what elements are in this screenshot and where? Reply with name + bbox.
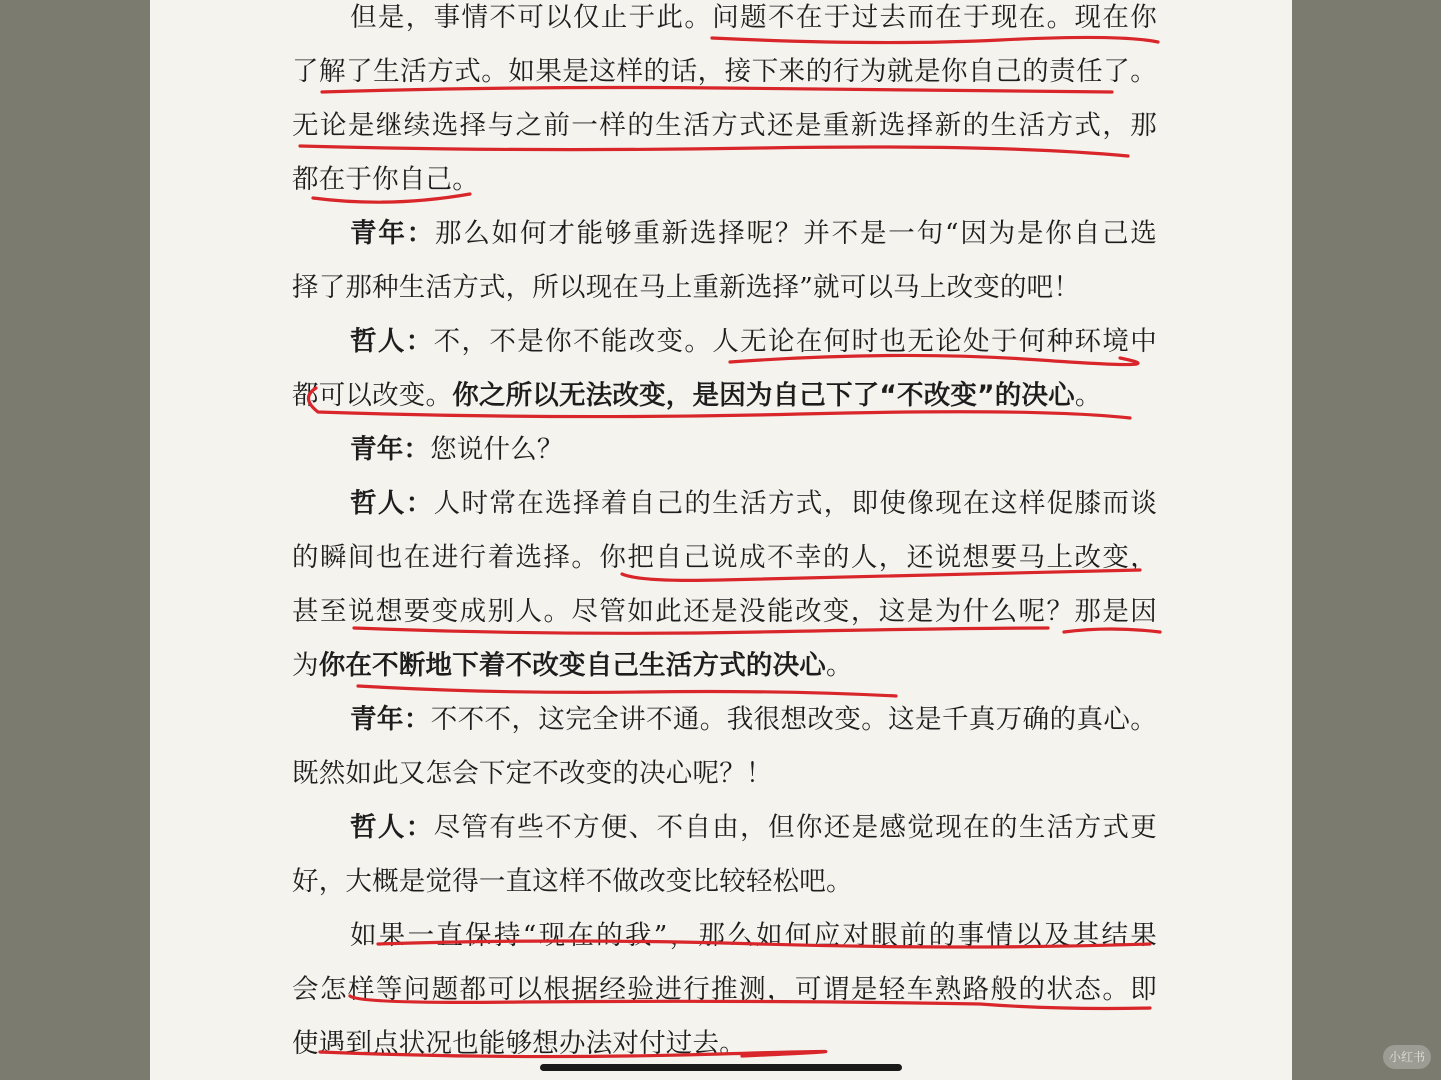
emphasis-text: 你之所以无法改变，是因为自己下了“不改变”的决心 (452, 380, 1075, 411)
text-line: 哲人：不，不是你不能改变。人无论在何时也无论处于何种环境中 (350, 326, 1157, 357)
text-line: 既然如此又怎会下定不改变的决心呢？！ (292, 758, 773, 789)
text-line: 为你在不断地下着不改变自己生活方式的决心。 (292, 650, 853, 681)
text-line: 但是，事情不可以仅止于此。问题不在于过去而在于现在。现在你 (350, 2, 1157, 33)
watermark-logo: 小红书 (1383, 1045, 1431, 1069)
text-line: 青年：那么如何才能够重新选择呢？并不是一句“因为是你自己选 (350, 218, 1157, 249)
text-line: 了解了生活方式。如果是这样的话，接下来的行为就是你自己的责任了。 (292, 56, 1157, 87)
text-line: 都在于你自己。 (292, 164, 479, 195)
text-line: 甚至说想要变成别人。尽管如此还是没能改变，这是为什么呢？那是因 (292, 596, 1157, 627)
text-line: 青年：不不不，这完全讲不通。我很想改变。这是千真万确的真心。 (350, 704, 1157, 735)
speaker-label: 哲人： (350, 812, 434, 843)
text-line: 好，大概是觉得一直这样不做改变比较轻松吧。 (292, 866, 853, 897)
text-line: 哲人：尽管有些不方便、不自由，但你还是感觉现在的生活方式更 (350, 812, 1157, 843)
speaker-label: 青年： (350, 434, 431, 465)
speaker-label: 青年： (350, 218, 435, 249)
text-line: 哲人：人时常在选择着自己的生活方式，即使像现在这样促膝而谈 (350, 488, 1157, 519)
text-line: 无论是继续选择与之前一样的生活方式还是重新选择新的生活方式，那 (292, 110, 1157, 141)
emphasis-text: 你在不断地下着不改变自己生活方式的决心 (318, 650, 827, 681)
text-line: 都可以改变。你之所以无法改变，是因为自己下了“不改变”的决心。 (292, 380, 1102, 411)
text-line: 的瞬间也在进行着选择。你把自己说成不幸的人，还说想要马上改变， (292, 542, 1157, 573)
text-line: 会怎样等问题都可以根据经验进行推测，可谓是轻车熟路般的状态。即 (292, 974, 1157, 1005)
text-line: 使遇到点状况也能够想办法对付过去。 (292, 1028, 746, 1059)
home-indicator[interactable] (540, 1064, 902, 1071)
speaker-label: 哲人： (350, 488, 434, 519)
text-line: 如果一直保持“现在的我”，那么如何应对眼前的事情以及其结果 (350, 920, 1157, 951)
text-line: 青年：您说什么？ (350, 434, 564, 465)
text-line: 择了那种生活方式，所以现在马上重新选择”就可以马上改变的吧！ (292, 272, 1081, 303)
book-page (150, 0, 1292, 1080)
speaker-label: 青年： (350, 704, 431, 735)
speaker-label: 哲人： (350, 326, 434, 357)
